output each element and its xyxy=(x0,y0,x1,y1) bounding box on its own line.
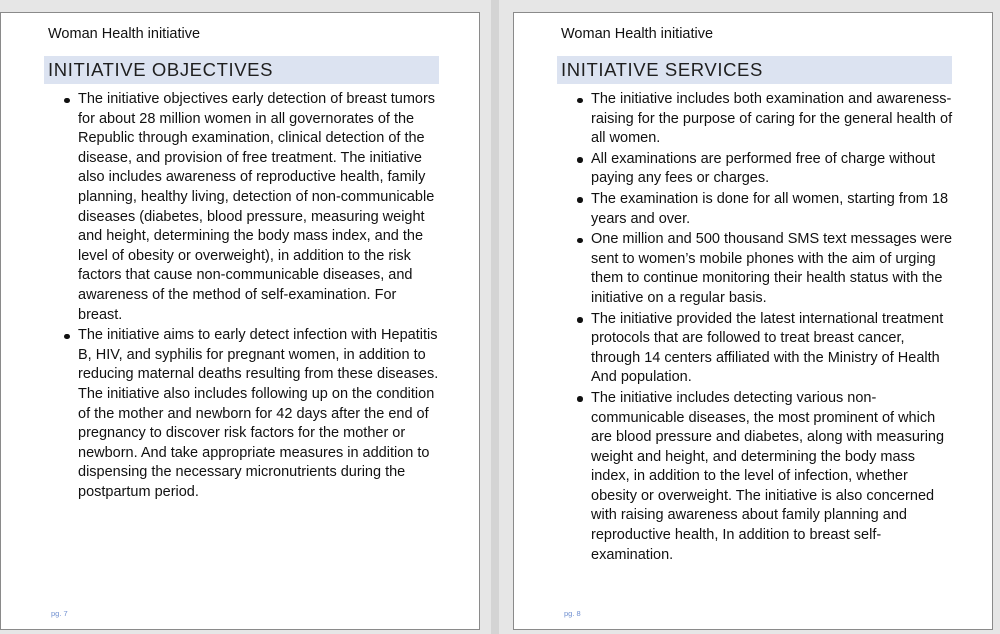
bullet-text: The examination is done for all women, starting from 18 years and over. xyxy=(591,190,949,227)
document-page-7 xyxy=(0,12,480,630)
bullet-text: The initiative aims to early detect infection with Hepatitis B, HIV, and syphilis for pregnant women, in addition to reducing maternal deaths resulting from these diseases. The initiative also includes following up on the condition of the mother and newborn for 42 days after the end of pregnancy to discover risk factors for the mother or newborn. And take appropriate measures in addition to dispensing the necessary micronutrients during the postpartum period. xyxy=(78,327,439,500)
bullet-item xyxy=(574,389,954,565)
bullet-icon xyxy=(577,197,583,203)
bullet-icon xyxy=(577,238,583,244)
page-gap-divider xyxy=(491,0,499,634)
page-number: pg. 7 xyxy=(51,609,68,618)
page-number: pg. 8 xyxy=(564,609,581,618)
document-page-8 xyxy=(513,12,993,630)
bullet-icon xyxy=(64,98,70,104)
page-header: Woman Health initiative xyxy=(48,26,201,42)
bullet-text: The initiative objectives early detection of breast tumors for about 28 million women in all governorates of the Republic through examination, clinical detection of the disease, and provision of free treatment. The initiative also includes awareness of reproductive health, family planning, healthy living, detection of non-communicable diseases (diabetes, blood pressure, measuring weight and height, determining the body mass index, and the level of obesity or overweight), in addition to the risk factors that cause non-communicable diseases, and awareness of the method of self-examination. For breast. xyxy=(78,91,436,323)
bullet-icon xyxy=(64,334,70,340)
bullet-item xyxy=(61,90,441,325)
bullet-item xyxy=(574,310,954,388)
bullet-icon xyxy=(577,396,583,402)
bullet-icon xyxy=(577,317,583,323)
bullet-text: One million and 500 thousand SMS text messages were sent to women’s mobile phones with the aim of urging them to continue monitoring their health status with the initiative on a regular basis. xyxy=(591,231,953,306)
bullet-text: The initiative includes detecting various non-communicable diseases, the most prominent of which are blood pressure and diabetes, along with measuring weight and height, and determining the body mass index, in addition to the level of infection, whether obesity or overweight. The initiative is also concerned with raising awareness about family planning and reproductive health, In addition to breast self-examination. xyxy=(591,389,945,563)
bullet-icon xyxy=(577,157,583,163)
bullet-list xyxy=(61,90,441,503)
bullet-item xyxy=(574,230,954,308)
bullet-text: The initiative provided the latest international treatment protocols that are followed to treat breast cancer, through 14 centers affiliated with the Ministry of Health And population. xyxy=(591,310,944,386)
bullet-list xyxy=(574,90,954,566)
page-header: Woman Health initiative xyxy=(561,26,714,42)
bullet-item xyxy=(574,190,954,229)
bullet-icon xyxy=(577,98,583,104)
bullet-text: The initiative includes both examination and awareness-raising for the purpose of caring for the general health of all women. xyxy=(591,91,953,147)
bullet-item xyxy=(574,90,954,149)
bullet-text: All examinations are performed free of charge without paying any fees or charges. xyxy=(591,150,936,187)
section-heading: INITIATIVE OBJECTIVES xyxy=(44,56,439,84)
bullet-item xyxy=(61,326,441,502)
bullet-item xyxy=(574,150,954,189)
section-heading: INITIATIVE SERVICES xyxy=(557,56,952,84)
